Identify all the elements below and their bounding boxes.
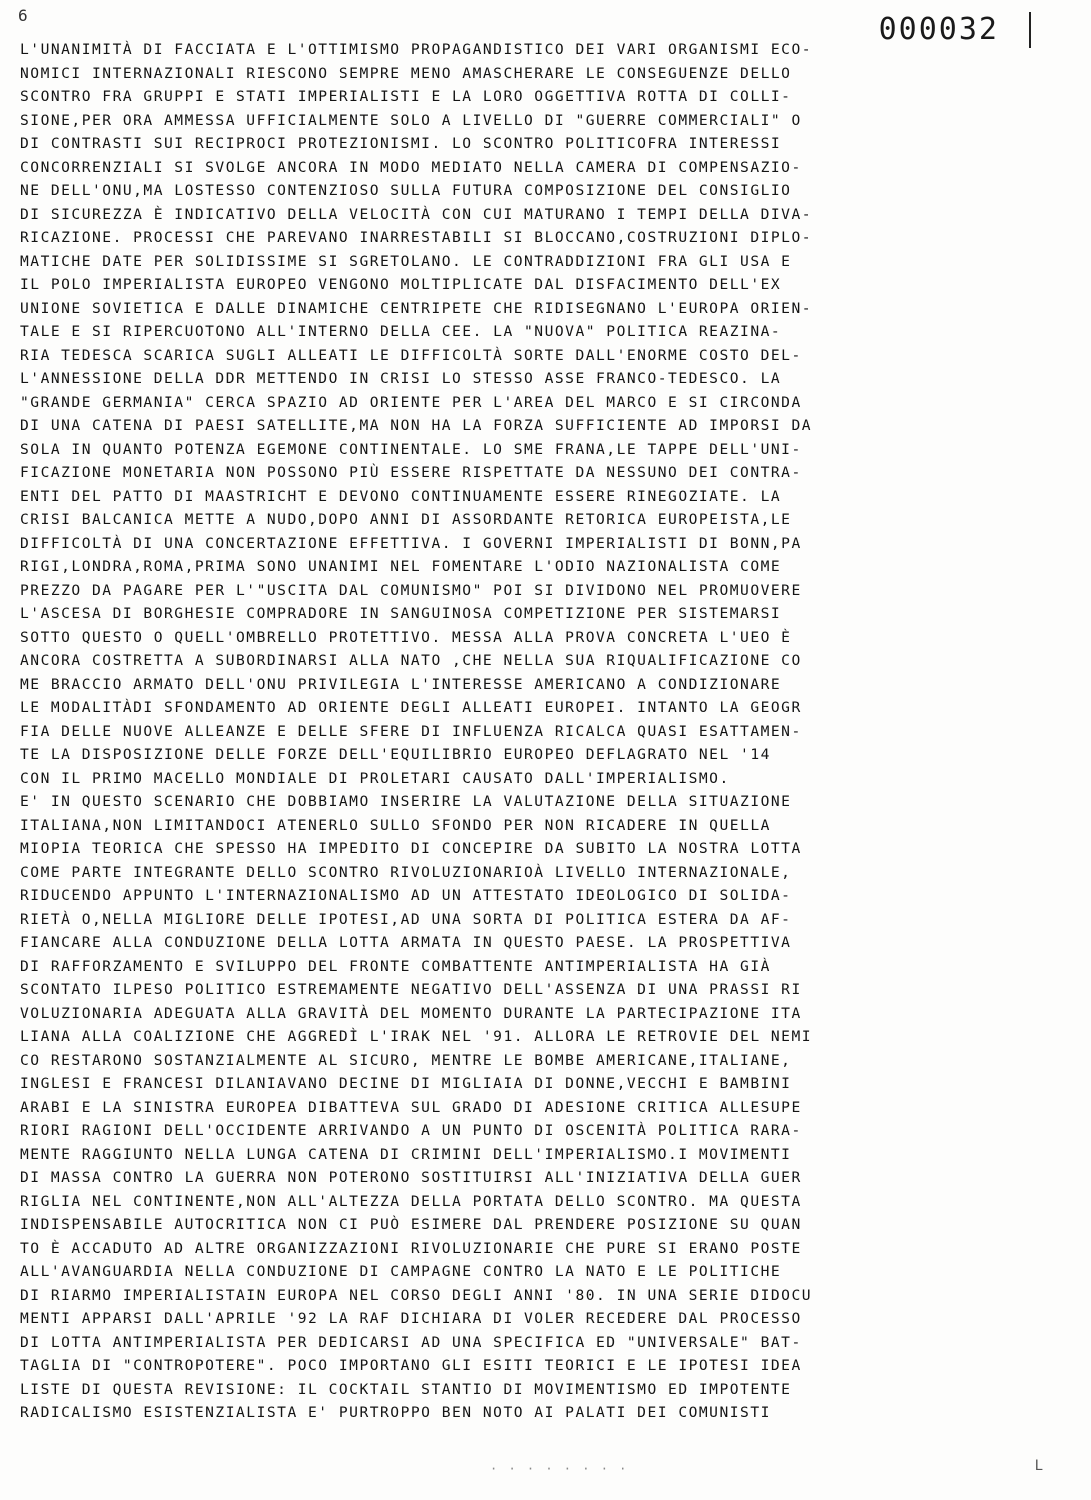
margin-bar xyxy=(1029,12,1031,48)
text-line: DI UNA CATENA DI PAESI SATELLITE,MA NON HA LA FORZA SUFFICIENTE AD IMPORSI DA xyxy=(20,417,813,434)
text-line: TALE E SI RIPERCUOTONO ALL'INTERNO DELLA CEE. LA "NUOVA" POLITICA REAZINA- xyxy=(20,323,782,340)
text-line: MENTI APPARSI DALL'APRILE '92 LA RAF DICHIARA DI VOLER RECEDERE DAL PROCESSO xyxy=(20,1310,802,1327)
text-line: INDISPENSABILE AUTOCRITICA NON CI PUÒ ESIMERE DAL PRENDERE POSIZIONE SU QUAN xyxy=(20,1216,802,1233)
footer-stamp: · · · · · · · · xyxy=(490,1462,629,1476)
text-line: DI SICUREZZA È INDICATIVO DELLA VELOCITÀ CON CUI MATURANO I TEMPI DELLA DIVA- xyxy=(20,205,813,223)
text-line: FIA DELLE NUOVE ALLEANZE E DELLE SFERE DI INFLUENZA RICALCA QUASI ESATTAMEN- xyxy=(20,722,802,740)
text-line: SCONTRO FRA GRUPPI E STATI IMPERIALISTI E LA LORO OGGETTIVA ROTTA DI COLLI- xyxy=(20,88,792,105)
text-line: CO RESTARONO SOSTANZIALMENTE AL SICURO, MENTRE LE BOMBE AMERICANE,ITALIANE, xyxy=(20,1051,792,1069)
text-line: DI LOTTA ANTIMPERIALISTA PER DEDICARSI AD UNA SPECIFICA ED "UNIVERSALE" BAT- xyxy=(20,1333,802,1351)
text-line: SOLA IN QUANTO POTENZA EGEMONE CONTINENTALE. LO SME FRANA,LE TAPPE DELL'UNI- xyxy=(20,440,802,458)
text-line: NE DELL'ONU,MA LOSTESSO CONTENZIOSO SULLA FUTURA COMPOSIZIONE DEL CONSIGLIO xyxy=(20,182,792,199)
text-line: ME BRACCIO ARMATO DELL'ONU PRIVILEGIA L'INTERESSE AMERICANO A CONDIZIONARE xyxy=(20,675,782,693)
document-number: 000032 xyxy=(878,12,999,47)
text-line: CRISI BALCANICA METTE A NUDO,DOPO ANNI DI ASSORDANTE RETORICA EUROPEISTA,LE xyxy=(20,511,792,528)
corner-mark-left: 6 xyxy=(18,6,28,25)
text-line: ITALIANA,NON LIMITANDOCI ATENERLO SULLO SFONDO PER NON RICADERE IN QUELLA xyxy=(20,816,771,834)
text-line: DI RAFFORZAMENTO E SVILUPPO DEL FRONTE COMBATTENTE ANTIMPERIALISTA HA GIÀ xyxy=(20,957,771,975)
text-line: ENTI DEL PATTO DI MAASTRICHT E DEVONO CONTINUAMENTE ESSERE RINEGOZIATE. LA xyxy=(20,487,782,505)
body-text xyxy=(20,38,992,1425)
text-line: L'UNANIMITÀ DI FACCIATA E L'OTTIMISMO PROPAGANDISTICO DEI VARI ORGANISMI ECO- xyxy=(20,41,813,58)
text-line: UNIONE SOVIETICA E DALLE DINAMICHE CENTRIPETE CHE RIDISEGNANO L'EUROPA ORIEN- xyxy=(20,299,813,317)
text-line: L'ANNESSIONE DELLA DDR METTENDO IN CRISI LO STESSO ASSE FRANCO-TEDESCO. LA xyxy=(20,370,782,387)
text-line: SCONTATO ILPESO POLITICO ESTREMAMENTE NEGATIVO DELL'ASSENZA DI UNA PRASSI RI xyxy=(20,981,802,998)
text-line: INGLESI E FRANCESI DILANIAVANO DECINE DI MIGLIAIA DI DONNE,VECCHI E BAMBINI xyxy=(20,1075,792,1092)
text-line: LIANA ALLA COALIZIONE CHE AGGREDÌ L'IRAK NEL '91. ALLORA LE RETROVIE DEL NEMI xyxy=(20,1028,813,1045)
text-line: IL POLO IMPERIALISTA EUROPEO VENGONO MOLTIPLICATE DAL DISFACIMENTO DELL'EX xyxy=(20,276,782,293)
text-line: FIANCARE ALLA CONDUZIONE DELLA LOTTA ARMATA IN QUESTO PAESE. LA PROSPETTIVA xyxy=(20,934,792,951)
text-line: RICAZIONE. PROCESSI CHE PAREVANO INARRESTABILI SI BLOCCANO,COSTRUZIONI DIPLO- xyxy=(20,229,813,246)
text-line: RIGLIA NEL CONTINENTE,NON ALL'ALTEZZA DELLA PORTATA DELLO SCONTRO. MA QUESTA xyxy=(20,1192,802,1210)
text-line: COME PARTE INTEGRANTE DELLO SCONTRO RIVOLUZIONARIOÀ LIVELLO INTERNAZIONALE, xyxy=(20,863,792,881)
text-line: MATICHE DATE PER SOLIDISSIME SI SGRETOLANO. LE CONTRADDIZIONI FRA GLI USA E xyxy=(20,252,792,270)
text-line: RADICALISMO ESISTENZIALISTA E' PURTROPPO BEN NOTO AI PALATI DEI COMUNISTI xyxy=(20,1404,771,1421)
text-line: DI CONTRASTI SUI RECIPROCI PROTEZIONISMI. LO SCONTRO POLITICOFRA INTERESSI xyxy=(20,135,782,152)
text-line: TE LA DISPOSIZIONE DELLE FORZE DELL'EQUILIBRIO EUROPEO DEFLAGRATO NEL '14 xyxy=(20,746,771,763)
text-line: LE MODALITÀDI SFONDAMENTO AD ORIENTE DEGLI ALLEATI EUROPEI. INTANTO LA GEOGR xyxy=(20,699,802,716)
text-line: ANCORA COSTRETTA A SUBORDINARSI ALLA NATO ,CHE NELLA SUA RIQUALIFICAZIONE CO xyxy=(20,652,802,669)
text-line: L'ASCESA DI BORGHESIE COMPRADORE IN SANGUINOSA COMPETIZIONE PER SISTEMARSI xyxy=(20,605,782,622)
text-line: DIFFICOLTÀ DI UNA CONCERTAZIONE EFFETTIVA. I GOVERNI IMPERIALISTI DI BONN,PA xyxy=(20,534,802,552)
text-line: TAGLIA DI "CONTROPOTERE". POCO IMPORTANO GLI ESITI TEORICI E LE IPOTESI IDEA xyxy=(20,1357,802,1374)
text-line: DI RIARMO IMPERIALISTAIN EUROPA NEL CORSO DEGLI ANNI '80. IN UNA SERIE DIDOCU xyxy=(20,1286,813,1304)
text-line: ARABI E LA SINISTRA EUROPEA DIBATTEVA SUL GRADO DI ADESIONE CRITICA ALLESUPE xyxy=(20,1098,802,1116)
text-line: LISTE DI QUESTA REVISIONE: IL COCKTAIL STANTIO DI MOVIMENTISMO ED IMPOTENTE xyxy=(20,1380,792,1398)
text-line: NOMICI INTERNAZIONALI RIESCONO SEMPRE MENO AMASCHERARE LE CONSEGUENZE DELLO xyxy=(20,64,792,82)
text-line: SOTTO QUESTO O QUELL'OMBRELLO PROTETTIVO. MESSA ALLA PROVA CONCRETA L'UEO È xyxy=(20,628,792,646)
text-line: RIA TEDESCA SCARICA SUGLI ALLEATI LE DIFFICOLTÀ SORTE DALL'ENORME COSTO DEL- xyxy=(20,346,802,364)
text-line: FICAZIONE MONETARIA NON POSSONO PIÙ ESSERE RISPETTATE DA NESSUNO DEI CONTRA- xyxy=(20,464,802,481)
text-line: CONCORRENZIALI SI SVOLGE ANCORA IN MODO MEDIATO NELLA CAMERA DI COMPENSAZIO- xyxy=(20,158,802,176)
text-line: RIORI RAGIONI DELL'OCCIDENTE ARRIVANDO A UN PUNTO DI OSCENITÀ POLITICA RARA- xyxy=(20,1122,802,1139)
corner-mark-bottom: L xyxy=(1034,1458,1043,1474)
text-line: E' IN QUESTO SCENARIO CHE DOBBIAMO INSERIRE LA VALUTAZIONE DELLA SITUAZIONE xyxy=(20,793,792,810)
text-line: SIONE,PER ORA AMMESSA UFFICIALMENTE SOLO A LIVELLO DI "GUERRE COMMERCIALI" O xyxy=(20,111,802,129)
text-line: VOLUZIONARIA ADEGUATA ALLA GRAVITÀ DEL MOMENTO DURANTE LA PARTECIPAZIONE ITA xyxy=(20,1004,802,1022)
text-line: CON IL PRIMO MACELLO MONDIALE DI PROLETARI CAUSATO DALL'IMPERIALISMO. xyxy=(20,769,730,787)
text-line: "GRANDE GERMANIA" CERCA SPAZIO AD ORIENTE PER L'AREA DEL MARCO E SI CIRCONDA xyxy=(20,393,802,411)
text-line: MIOPIA TEORICA CHE SPESSO HA IMPEDITO DI CONCEPIRE DA SUBITO LA NOSTRA LOTTA xyxy=(20,840,802,857)
text-line: RIGI,LONDRA,ROMA,PRIMA SONO UNANIMI NEL FOMENTARE L'ODIO NAZIONALISTA COME xyxy=(20,558,782,575)
text-line: RIETÀ O,NELLA MIGLIORE DELLE IPOTESI,AD UNA SORTA DI POLITICA ESTERA DA AF- xyxy=(20,910,792,928)
text-line: MENTE RAGGIUNTO NELLA LUNGA CATENA DI CRIMINI DELL'IMPERIALISMO.I MOVIMENTI xyxy=(20,1145,792,1163)
text-line: ALL'AVANGUARDIA NELLA CONDUZIONE DI CAMPAGNE CONTRO LA NATO E LE POLITICHE xyxy=(20,1263,782,1280)
text-line: DI MASSA CONTRO LA GUERRA NON POTERONO SOSTITUIRSI ALL'INIZIATIVA DELLA GUER xyxy=(20,1169,802,1186)
text-line: TO È ACCADUTO AD ALTRE ORGANIZZAZIONI RIVOLUZIONARIE CHE PURE SI ERANO POSTE xyxy=(20,1239,802,1257)
text-line: PREZZO DA PAGARE PER L'"USCITA DAL COMUNISMO" POI SI DIVIDONO NEL PROMUOVERE xyxy=(20,581,802,599)
text-line: RIDUCENDO APPUNTO L'INTERNAZIONALISMO AD UN ATTESTATO IDEOLOGICO DI SOLIDA- xyxy=(20,887,792,904)
